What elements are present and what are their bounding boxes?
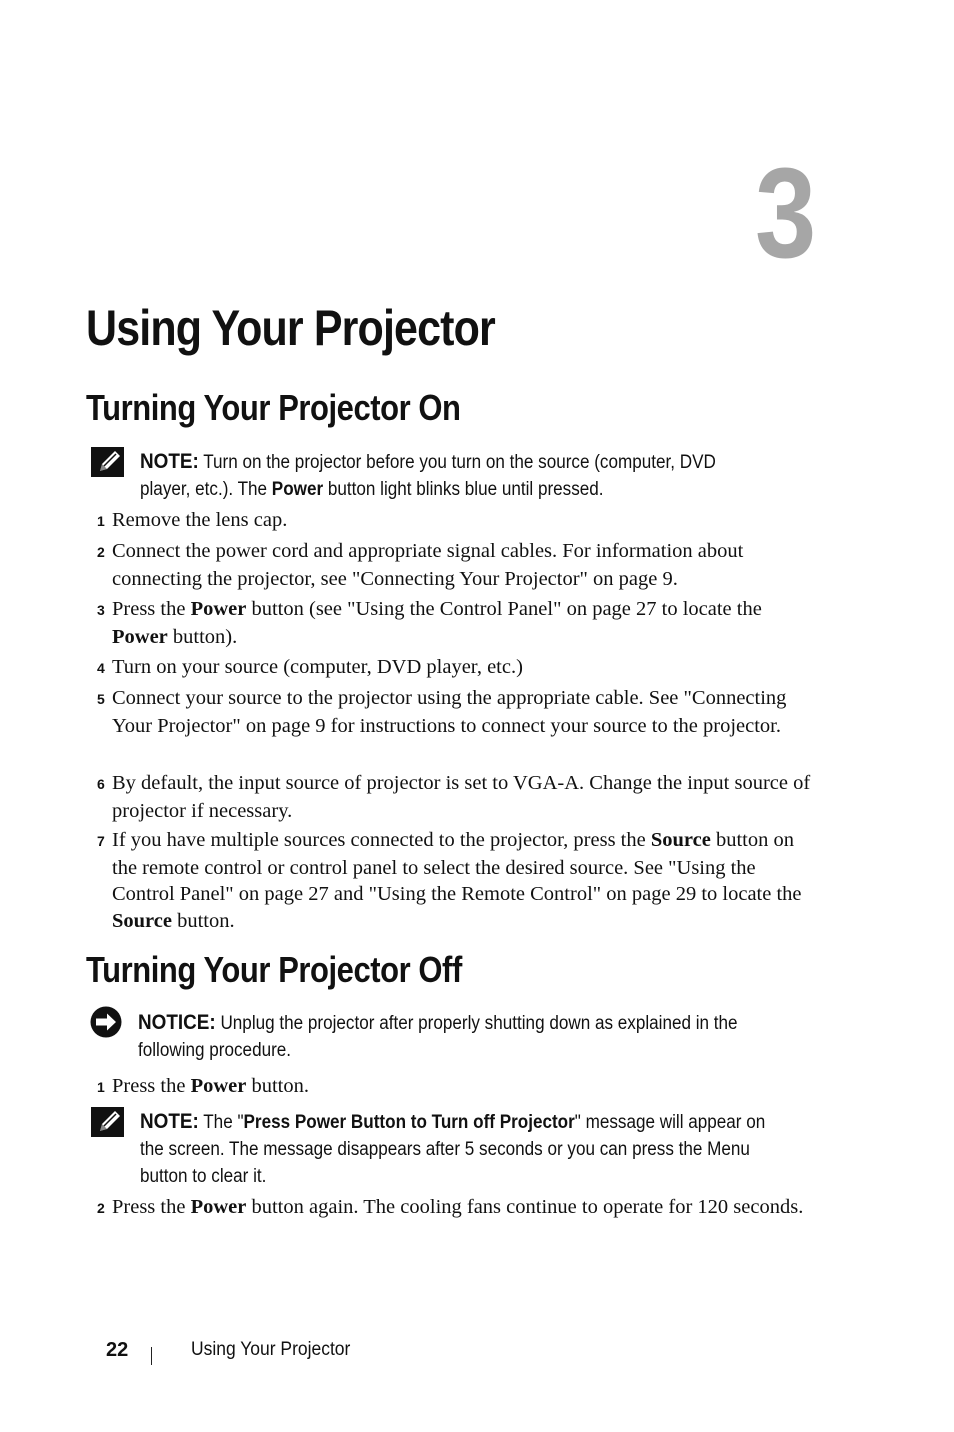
step-number: 1: [97, 1079, 105, 1095]
step-number: 2: [97, 1200, 105, 1216]
note-shutdown-message: NOTE: The "Press Power Button to Turn off Projector" message will appear on the screen. The message disappears after 5 seconds or you can press the Menu button to clear it.: [140, 1110, 766, 1187]
note-pencil-icon: [91, 1107, 124, 1137]
step-6-on: 6 By default, the input source of projector is set to VGA-A. Change the input source of projector if necessary.: [97, 772, 811, 822]
page-number: 22: [106, 1339, 129, 1361]
note-pencil-icon: [91, 447, 124, 477]
step-2-off: 2 Press the Power button again. The cooling fans continue to operate for 120 seconds.: [97, 1194, 821, 1222]
note-power-first: NOTE: Turn on the projector before you turn on the source (computer, DVD player, etc.). The Power button light blinks blue until pressed.: [140, 450, 716, 500]
step-1-on: 1 Remove the lens cap.: [97, 507, 821, 535]
step-number: 6: [97, 776, 105, 792]
chapter-title: Using Your Projector: [86, 300, 495, 356]
step-number: 1: [97, 513, 105, 529]
step-number: 2: [97, 544, 105, 560]
step-number: 4: [97, 660, 105, 676]
step-number: 5: [97, 691, 105, 707]
section-heading-on: Turning Your Projector On: [86, 387, 461, 428]
chapter-number: 3: [754, 142, 816, 285]
notice-lead: NOTICE:: [138, 1011, 216, 1034]
step-3-on: 3 Press the Power button (see "Using the Control Panel" on page 27 to locate the Power button).: [97, 598, 762, 648]
step-number: 7: [97, 833, 105, 849]
step-1-off: 1 Press the Power button.: [97, 1073, 821, 1101]
step-5-on: 5 Connect your source to the projector using the appropriate cable. See "Connecting Your Projector" on page 9 for instructions to connect your source to the projector.: [97, 687, 787, 737]
note-lead: NOTE:: [140, 1110, 199, 1133]
section-heading-off: Turning Your Projector Off: [86, 949, 462, 990]
notice-arrow-icon: [89, 1006, 123, 1038]
footer-divider: [151, 1347, 152, 1365]
step-4-on: 4 Turn on your source (computer, DVD player, etc.): [97, 654, 821, 682]
step-number: 3: [97, 602, 105, 618]
step-2-on: 2 Connect the power cord and appropriate signal cables. For information about connecting the projector, see "Connecting Your Projector" on page 9.: [97, 540, 744, 590]
notice-unplug: NOTICE: Unplug the projector after properly shutting down as explained in the following procedure.: [138, 1011, 738, 1061]
footer-title: Using Your Projector: [191, 1339, 351, 1360]
note-lead: NOTE:: [140, 450, 199, 473]
step-7-on: 7 If you have multiple sources connected to the projector, press the Source button on the remote control or control panel to select the desired source. See "Using the Control Panel" on page 27 and "Using the Remote Control" on page 29 to locate the Source button.: [97, 829, 802, 932]
